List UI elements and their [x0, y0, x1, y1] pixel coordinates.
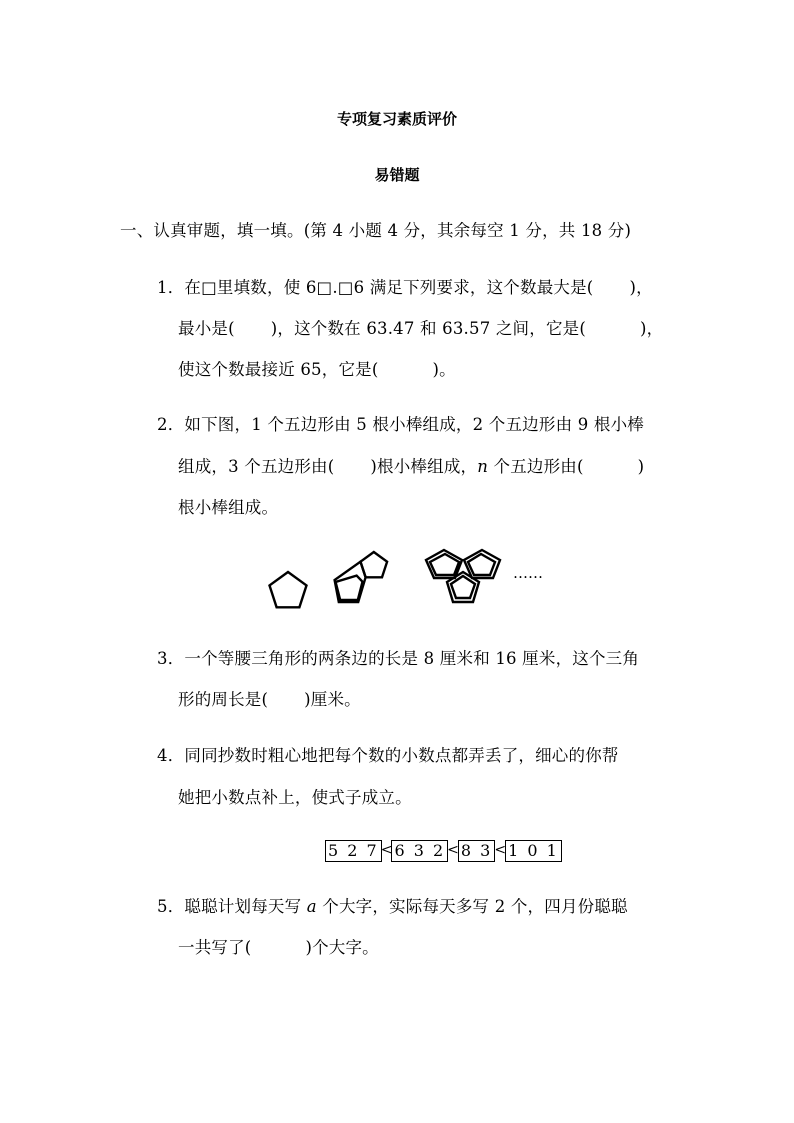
- q1-line1: [157, 274, 653, 298]
- page-subtitle: 易错题: [374, 166, 420, 184]
- q4-number-box-3[interactable]: 8 3: [458, 840, 495, 862]
- q3-number: 3．: [157, 649, 185, 668]
- q1-text-d: )，这个数在 63.47 和 63.57 之间，它是(: [270, 319, 586, 338]
- q2-text-e: ): [637, 457, 645, 476]
- q3-line1: [157, 645, 639, 669]
- q4-text-a: 同同抄数时粗心地把每个数的小数点都弄丢了，细心的你帮: [184, 746, 619, 765]
- page-title: 专项复习素质评价: [336, 110, 457, 128]
- q2-variable-n: n: [477, 457, 489, 476]
- q1-number: 1．: [157, 278, 185, 297]
- q2-text-a: 如下图，1 个五边形由 5 根小棒组成，2 个五边形由 9 根小棒: [184, 415, 644, 434]
- q5-line2: [178, 934, 379, 958]
- q5-line1: [157, 893, 628, 917]
- q2-line2: [178, 453, 644, 477]
- q1-text-a: 在□里填数，使 6□.□6 满足下列要求，这个数最大是(: [184, 278, 594, 297]
- pentagon-pair: [335, 552, 388, 602]
- q4-number-box-2[interactable]: 6 3 2: [391, 840, 448, 862]
- q2-number: 2．: [157, 415, 185, 434]
- q2-text-d: 个五边形由(: [488, 457, 584, 476]
- q5-text-b: 个大字，实际每天多写 2 个，四月份聪聪: [316, 897, 628, 916]
- q3-text-b: 形的周长是(: [178, 690, 269, 709]
- q5-text-a: 聪聪计划每天写: [184, 897, 307, 916]
- q1-line3: [178, 356, 456, 380]
- less-than-sign: <: [380, 842, 393, 858]
- q2-text-c: )根小棒组成，: [370, 457, 478, 476]
- q1-text-b: )，: [629, 278, 653, 297]
- q2-text-b: 组成，3 个五边形由(: [178, 457, 335, 476]
- q3-text-a: 一个等腰三角形的两条边的长是 8 厘米和 16 厘米，这个三角: [184, 649, 640, 668]
- q2-line3: 根小棒组成。: [178, 498, 279, 517]
- q3-line2: [178, 686, 361, 710]
- q4-inequality: [325, 840, 562, 862]
- pentagon-single: [270, 572, 307, 607]
- less-than-sign: <: [447, 842, 459, 858]
- pentagon-triple: [426, 550, 500, 602]
- q5-text-d: )个大字。: [305, 938, 379, 957]
- q1-text-e: )，: [639, 319, 664, 338]
- q4-number-box-4[interactable]: 1 0 1: [505, 840, 562, 862]
- q3-text-c: )厘米。: [304, 690, 361, 709]
- q4-number: 4．: [157, 746, 185, 765]
- figure-ellipsis: ……: [513, 564, 543, 582]
- q2-line1: [157, 411, 644, 435]
- q1-line2: [178, 315, 663, 339]
- q5-variable-a: a: [306, 897, 317, 916]
- q5-text-c: 一共写了(: [178, 938, 252, 957]
- q4-line2: 她把小数点补上，使式子成立。: [178, 788, 412, 807]
- q1-text-f: 使这个数最接近 65，它是(: [178, 360, 379, 379]
- section-heading: 一、认真审题，填一填。(第 4 小题 4 分，其余每空 1 分，共 18 分): [120, 221, 632, 240]
- q4-number-box-1[interactable]: 5 2 7: [325, 840, 382, 862]
- q1-text-g: )。: [432, 360, 456, 379]
- less-than-sign: <: [494, 842, 507, 858]
- q1-text-c: 最小是(: [178, 319, 235, 338]
- q4-line1: [157, 742, 619, 766]
- q5-number: 5．: [157, 897, 185, 916]
- pentagon-sequence-figure: [258, 540, 558, 615]
